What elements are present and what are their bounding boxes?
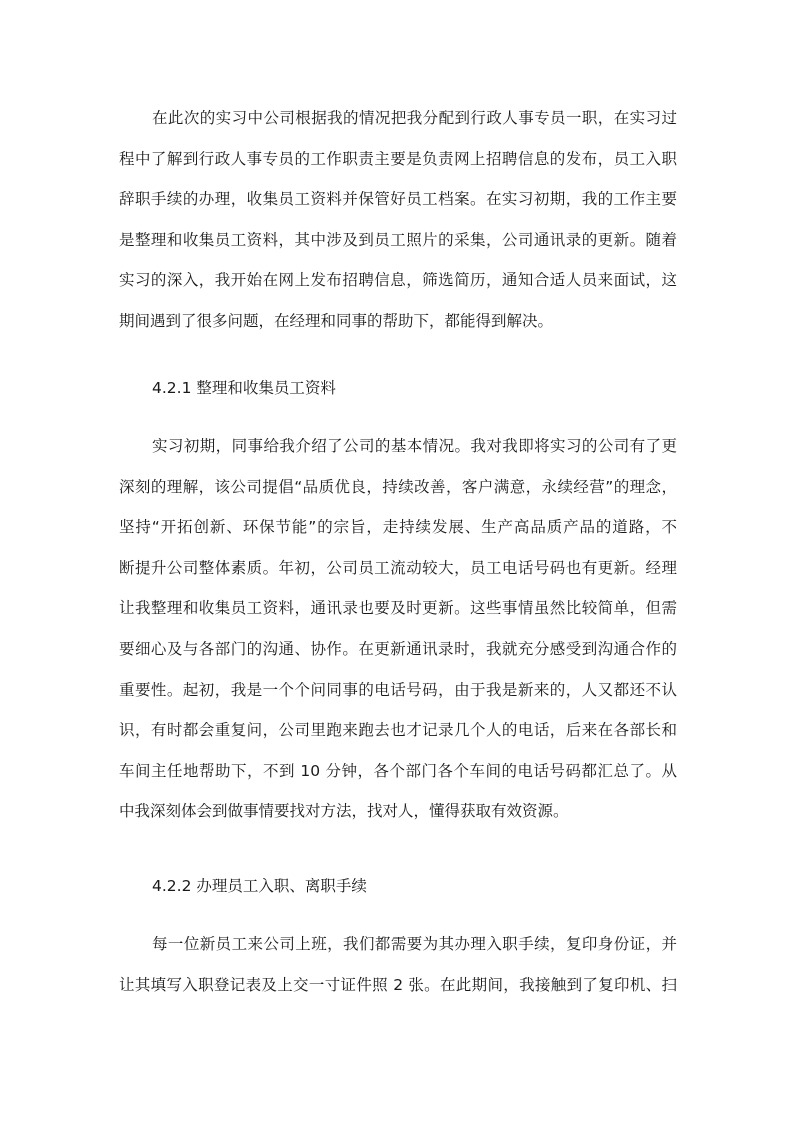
paragraph-internship-overview [119,98,677,342]
paragraph-line: 程中了解到行政人事专员的工作职责主要是负责网上招聘信息的发布，员工入职 [119,149,677,168]
paragraph-line: 让我整理和收集员工资料，通讯录也要及时更新。这些事情虽然比较简单，但需 [119,599,677,618]
paragraph-onboarding [119,924,677,1005]
paragraph-line: 深刻的理解，该公司提倡“品质优良，持续改善，客户满意，永续经营”的理念， [119,477,677,496]
paragraph-line: 实习的深入，我开始在网上发布招聘信息，筛选简历，通知合适人员来面试，这 [119,271,677,290]
section-heading-4-2-2: 4.2.2 办理员工入职、离职手续 [152,877,367,895]
paragraph-line: 辞职手续的办理，收集员工资料并保管好员工档案。在实习初期，我的工作主要 [119,190,677,209]
paragraph-line: 断提升公司整体素质。年初，公司员工流动较大，员工电话号码也有更新。经理 [119,558,677,577]
paragraph-line: 实习初期，同事给我介绍了公司的基本情况。我对我即将实习的公司有了更 [152,437,677,455]
paragraph-line: 让其填写入职登记表及上交一寸证件照 2 张。在此期间，我接触到了复印机、扫 [119,975,677,994]
paragraph-line: 是整理和收集员工资料，其中涉及到员工照片的采集，公司通讯录的更新。随着 [119,230,677,249]
paragraph-line: 坚持“开拓创新、环保节能”的宗旨，走持续发展、生产高品质产品的道路，不 [119,518,677,537]
paragraph-line: 重要性。起初，我是一个个问同事的电话号码，由于我是新来的，人又都还不认 [119,680,677,699]
section-heading-4-2-1: 4.2.1 整理和收集员工资料 [152,379,336,397]
paragraph-line: 中我深刻体会到做事情要找对方法，找对人，懂得获取有效资源。 [119,802,569,821]
paragraph-line: 每一位新员工来公司上班，我们都需要为其办理入职手续，复印身份证，并 [152,935,677,953]
paragraph-line: 在此次的实习中公司根据我的情况把我分配到行政人事专员一职，在实习过 [152,109,677,127]
paragraph-line: 识，有时都会重复问，公司里跑来跑去也才记录几个人的电话，后来在各部长和 [119,721,677,740]
paragraph-collect-employee-data [119,426,677,832]
paragraph-line: 要细心及与各部门的沟通、协作。在更新通讯录时，我就充分感受到沟通合作的 [119,639,677,658]
paragraph-line: 车间主任地帮助下，不到 10 分钟，各个部门各个车间的电话号码都汇总了。从 [119,761,677,780]
paragraph-line: 期间遇到了很多问题，在经理和同事的帮助下，都能得到解决。 [119,311,554,330]
